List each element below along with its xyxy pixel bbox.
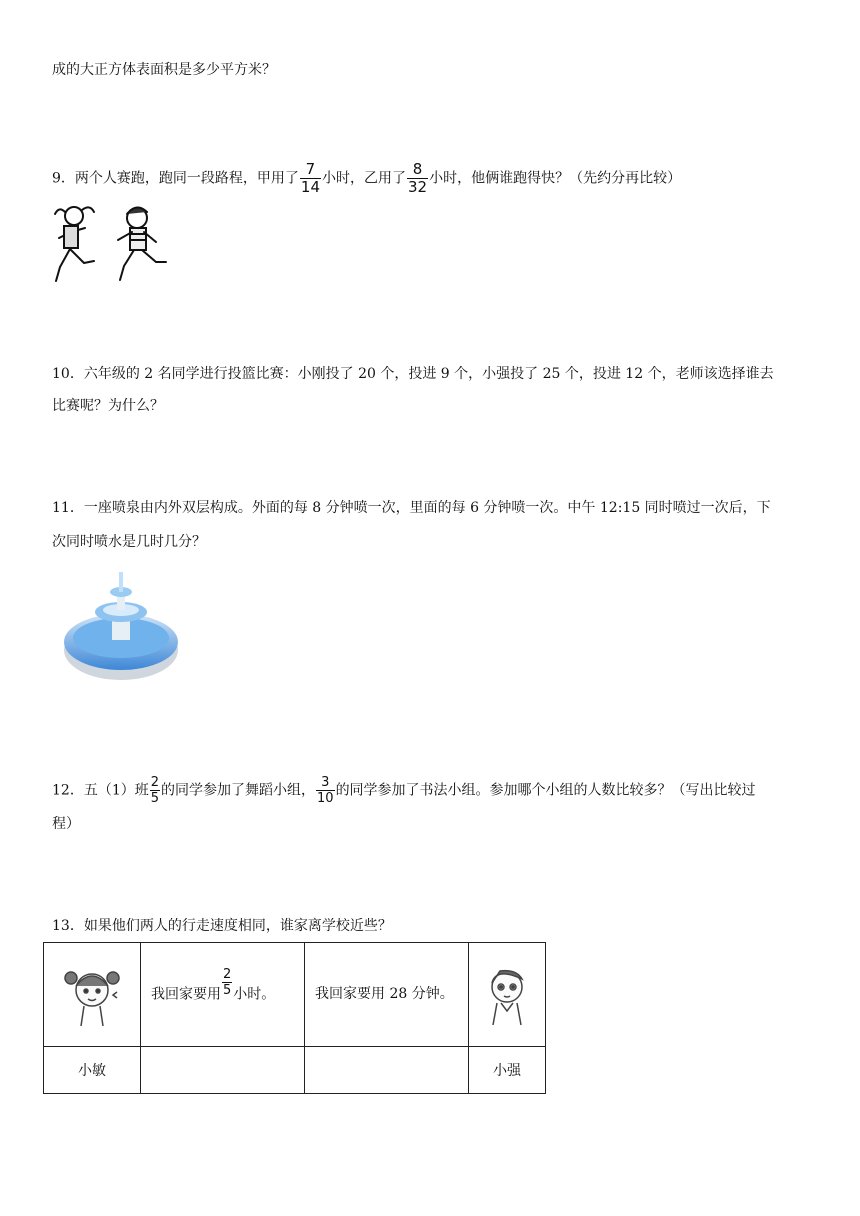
- minmin-text-pre: 我回家要用: [151, 986, 221, 1003]
- q9-text-post: 小时，他俩谁跑得快？（先约分再比较）: [429, 170, 682, 187]
- name-minmin: 小敏: [44, 1047, 141, 1094]
- q9-fraction-yi: [407, 162, 428, 195]
- q9-frac1-den: 14: [300, 178, 320, 196]
- boy-portrait-cell: [469, 943, 546, 1047]
- q9-text-pre: 9．两个人赛跑，跑同一段路程，甲用了: [52, 170, 299, 187]
- question-10-line1: 10．六年级的 2 名同学进行投篮比赛：小刚投了 20 个，投进 9 个，小强投了 25 个，投进 12 个，老师该选择谁去: [52, 366, 774, 382]
- question-10-line2: 比赛呢？为什么？: [52, 398, 164, 414]
- q12-fraction-dance: [150, 776, 160, 805]
- comparison-table: [43, 942, 546, 1094]
- q12-text-mid: 的同学参加了舞蹈小组，: [161, 782, 316, 799]
- q12-frac2-num: 3: [321, 775, 330, 790]
- q12-text-post: 的同学参加了书法小组。参加哪个小组的人数比较多？（写出比较过: [335, 782, 756, 799]
- question-11-line1: 11．一座喷泉由内外双层构成。外面的每 8 分钟喷一次，里面的每 6 分钟喷一次。中午 12:15 同时喷过一次后，下: [52, 500, 771, 516]
- xiaoqiang-text: 我回家要用 28 分钟。: [315, 986, 454, 1002]
- minmin-fraction: [222, 968, 232, 997]
- empty-cell: [305, 1047, 469, 1094]
- question-8-tail: 成的大正方体表面积是多少平方米？: [52, 62, 276, 78]
- q9-frac1-num: 7: [305, 160, 316, 178]
- minmin-text-post: 小时。: [233, 986, 276, 1003]
- q9-text-mid: 小时，乙用了: [322, 170, 406, 187]
- q9-frac2-num: 8: [412, 160, 423, 178]
- name-xiaoqiang: 小强: [469, 1047, 546, 1094]
- question-12-line2: 程）: [52, 816, 80, 832]
- question-11-line2: 次同时喷水是几时几分？: [52, 534, 206, 550]
- fountain-illustration: [60, 570, 182, 688]
- minmin-statement-cell: [141, 943, 305, 1047]
- q9-frac2-den: 32: [408, 178, 428, 196]
- question-13: 13．如果他们两人的行走速度相同，谁家离学校近些？: [52, 918, 392, 934]
- boy-avatar: [477, 957, 537, 1029]
- q12-fraction-calligraphy: [316, 776, 335, 805]
- q12-frac1-num: 2: [150, 775, 160, 790]
- runners-illustration: [52, 200, 177, 292]
- minmin-frac-den: 5: [223, 983, 232, 998]
- table-row: [44, 943, 546, 1047]
- q9-fraction-jia: [300, 162, 321, 195]
- girl-avatar: [57, 958, 127, 1028]
- table-row: [44, 1047, 546, 1094]
- girl-portrait-cell: [44, 943, 141, 1047]
- xiaoqiang-statement-cell: [305, 943, 469, 1047]
- q12-frac2-den: 10: [317, 791, 334, 806]
- question-9: [52, 162, 681, 195]
- empty-cell: [141, 1047, 305, 1094]
- minmin-frac-num: 2: [223, 967, 232, 982]
- q12-text-pre: 12．五（1）班: [52, 782, 149, 799]
- question-12: [52, 776, 756, 805]
- q12-frac1-den: 5: [150, 791, 160, 806]
